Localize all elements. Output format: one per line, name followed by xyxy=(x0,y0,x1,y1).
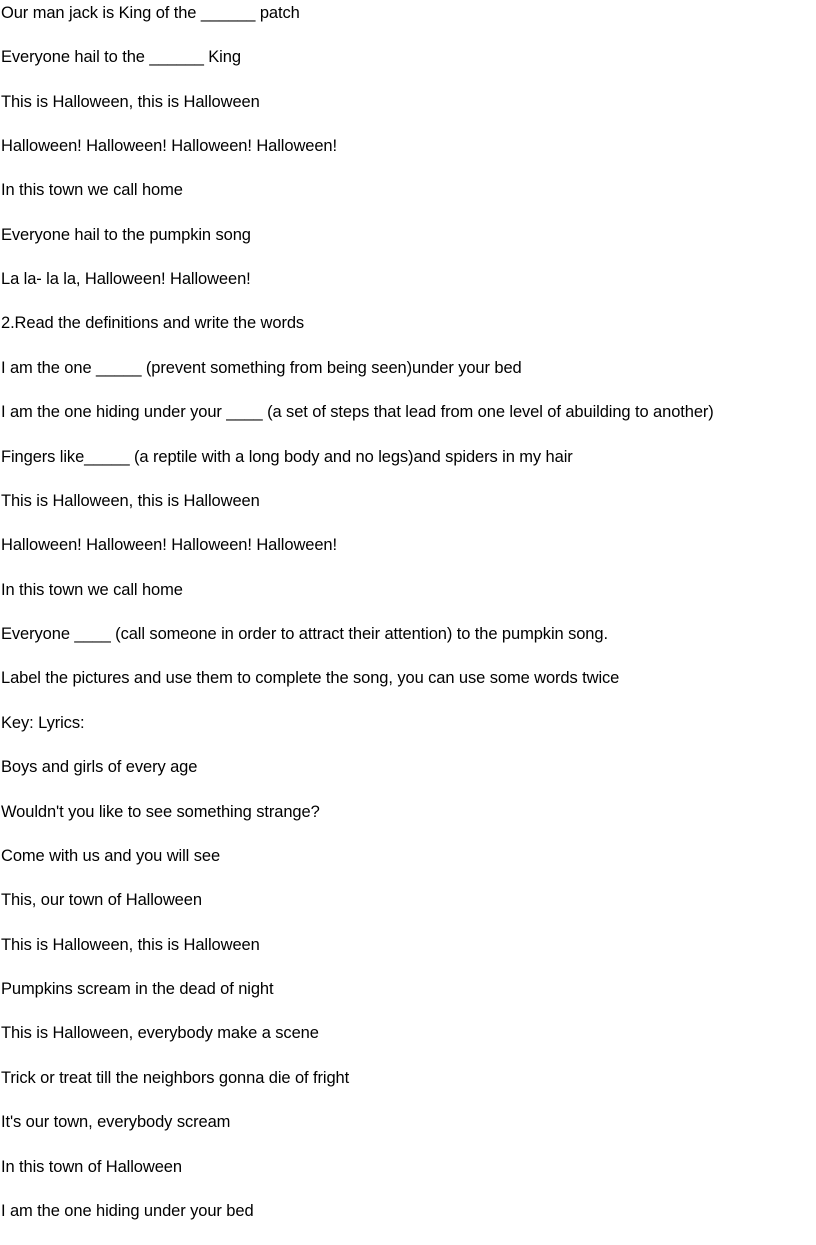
text-line: Our man jack is King of the ______ patch xyxy=(1,4,300,22)
lyric-line: This, our town of Halloween xyxy=(1,891,202,909)
exercise-line: I am the one _____ (prevent something from being seen)under your bed xyxy=(1,359,522,377)
text-line: In this town we call home xyxy=(1,181,183,199)
exercise-line: Fingers like_____ (a reptile with a long body and no legs)and spiders in my hair xyxy=(1,448,573,466)
lyric-line: This is Halloween, this is Halloween xyxy=(1,936,260,954)
lyric-line: Trick or treat till the neighbors gonna die of fright xyxy=(1,1069,350,1087)
text-line: This is Halloween, this is Halloween xyxy=(1,492,260,510)
instruction-line: Label the pictures and use them to complete the song, you can use some words twice xyxy=(1,669,620,687)
text-line: Everyone hail to the pumpkin song xyxy=(1,226,251,244)
lyric-line: Pumpkins scream in the dead of night xyxy=(1,980,274,998)
text-line: In this town we call home xyxy=(1,581,183,599)
section-heading: 2.Read the definitions and write the words xyxy=(1,314,305,332)
lyric-line: Come with us and you will see xyxy=(1,847,221,865)
exercise-line: I am the one hiding under your ____ (a set of steps that lead from one level of abuilding to another) xyxy=(1,403,714,421)
lyric-line: It's our town, everybody scream xyxy=(1,1113,231,1131)
lyric-line: This is Halloween, everybody make a scene xyxy=(1,1024,319,1042)
text-line: Halloween! Halloween! Halloween! Halloween! xyxy=(1,536,337,554)
lyric-line: In this town of Halloween xyxy=(1,1158,182,1176)
text-line: Halloween! Halloween! Halloween! Halloween! xyxy=(1,137,337,155)
lyric-line: I am the one hiding under your bed xyxy=(1,1202,254,1220)
text-line: Everyone hail to the ______ King xyxy=(1,48,241,66)
text-line: La la- la la, Halloween! Halloween! xyxy=(1,270,251,288)
lyric-line: Boys and girls of every age xyxy=(1,758,198,776)
key-label: Key: Lyrics: xyxy=(1,714,85,732)
text-line: This is Halloween, this is Halloween xyxy=(1,93,260,111)
lyric-line: Wouldn't you like to see something strange? xyxy=(1,803,320,821)
exercise-line: Everyone ____ (call someone in order to attract their attention) to the pumpkin song. xyxy=(1,625,608,643)
